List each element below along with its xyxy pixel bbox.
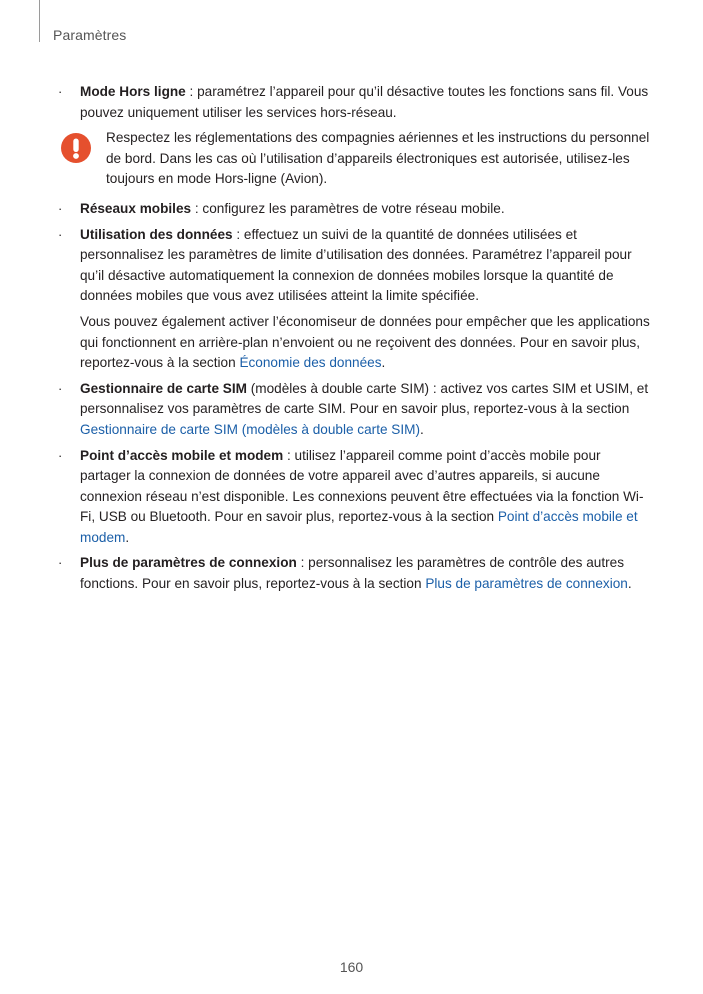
bullet: · — [58, 226, 63, 242]
link-gestionnaire-sim[interactable]: Gestionnaire de carte SIM (modèles à double carte SIM) — [80, 421, 421, 437]
bullet: · — [58, 84, 63, 99]
list-item-reseaux-mobiles — [56, 199, 652, 220]
link-punctuation: . — [627, 576, 632, 592]
link-plus-parametres[interactable]: Plus de paramètres de connexion — [425, 576, 628, 592]
list-item-mode-hors-ligne — [56, 82, 652, 123]
list-item-utilisation-donnees — [56, 225, 652, 374]
warning-icon — [60, 132, 92, 164]
item-text: : effectuez un suivi de la quantité de données utilisées et personnalisez les paramètres de limite d’utilisation des données. Paramétrez l’appareil pour qu’il désactive automatiquement la connexion de données mobiles lorsque la quantité de données mobiles que vous avez utilisées atteint la limite spécifiée. — [80, 226, 632, 304]
item-term: Réseaux mobiles — [80, 200, 192, 216]
item-text: : configurez les paramètres de votre réseau mobile. — [191, 200, 505, 216]
item-term: Point d’accès mobile et modem — [80, 447, 284, 463]
bullet: · — [58, 555, 63, 571]
link-point-acces[interactable]: Point d’accès mobile et modem — [80, 509, 638, 545]
bullet: · — [58, 380, 63, 396]
link-punctuation: . — [381, 355, 386, 371]
list-item-point-acces — [56, 446, 652, 549]
item-text: : utilisez l’appareil comme point d’accès mobile pour partager la connexion de données de votre appareil avec d’autres appareils, si aucune connexion réseau n’est disponible. Les connexions peuvent être effectuées via la fonction Wi-Fi, USB ou Bluetooth. Pour en savoir plus, reportez-vous à la section — [80, 447, 644, 525]
item-term: Plus de paramètres de connexion — [80, 555, 297, 571]
bullet: · — [58, 447, 63, 463]
item-extra-paragraph — [80, 312, 652, 374]
warning-notice — [56, 128, 652, 190]
item-text: : personnalisez les paramètres de contrôle des autres fonctions. Pour en savoir plus, reportez-vous à la section — [80, 555, 625, 592]
item-extra-text: Vous pouvez également activer l’économiseur de données pour empêcher que les applications qui fonctionnent en arrière-plan n’envoient ou ne reçoivent des données. Pour en savoir plus, reportez-vous à la section — [80, 313, 650, 371]
page-number: 160 — [339, 959, 364, 975]
header-rule — [39, 0, 40, 42]
item-term: Mode Hors ligne — [80, 84, 186, 99]
item-term: Gestionnaire de carte SIM — [80, 380, 247, 396]
link-economie-donnees[interactable]: Économie des données — [239, 355, 382, 371]
bullet: · — [58, 200, 63, 216]
link-punctuation: . — [420, 421, 424, 437]
list-item-plus-parametres — [56, 553, 652, 594]
item-text: : paramétrez l’appareil pour qu’il désactive toutes les fonctions sans fil. Vous pouvez uniquement utiliser les services hors-réseau. — [80, 84, 649, 120]
link-punctuation: . — [125, 529, 130, 545]
item-text: (modèles à double carte SIM) : activez vos cartes SIM et USIM, et personnalisez vos paramètres de carte SIM. Pour en savoir plus, reportez-vous à la section — [80, 380, 649, 417]
item-term: Utilisation des données — [80, 226, 233, 242]
warning-text: Respectez les réglementations des compagnies aériennes et les instructions du personnel de bord. Dans les cas où l’utilisation d’appareils électroniques est autorisée, utilisez-les toujours en mode Hors-ligne (Avion). — [106, 130, 650, 187]
list-item-gestionnaire-sim — [56, 379, 652, 441]
page-content — [56, 82, 652, 600]
page-header-title: Paramètres — [53, 27, 127, 43]
